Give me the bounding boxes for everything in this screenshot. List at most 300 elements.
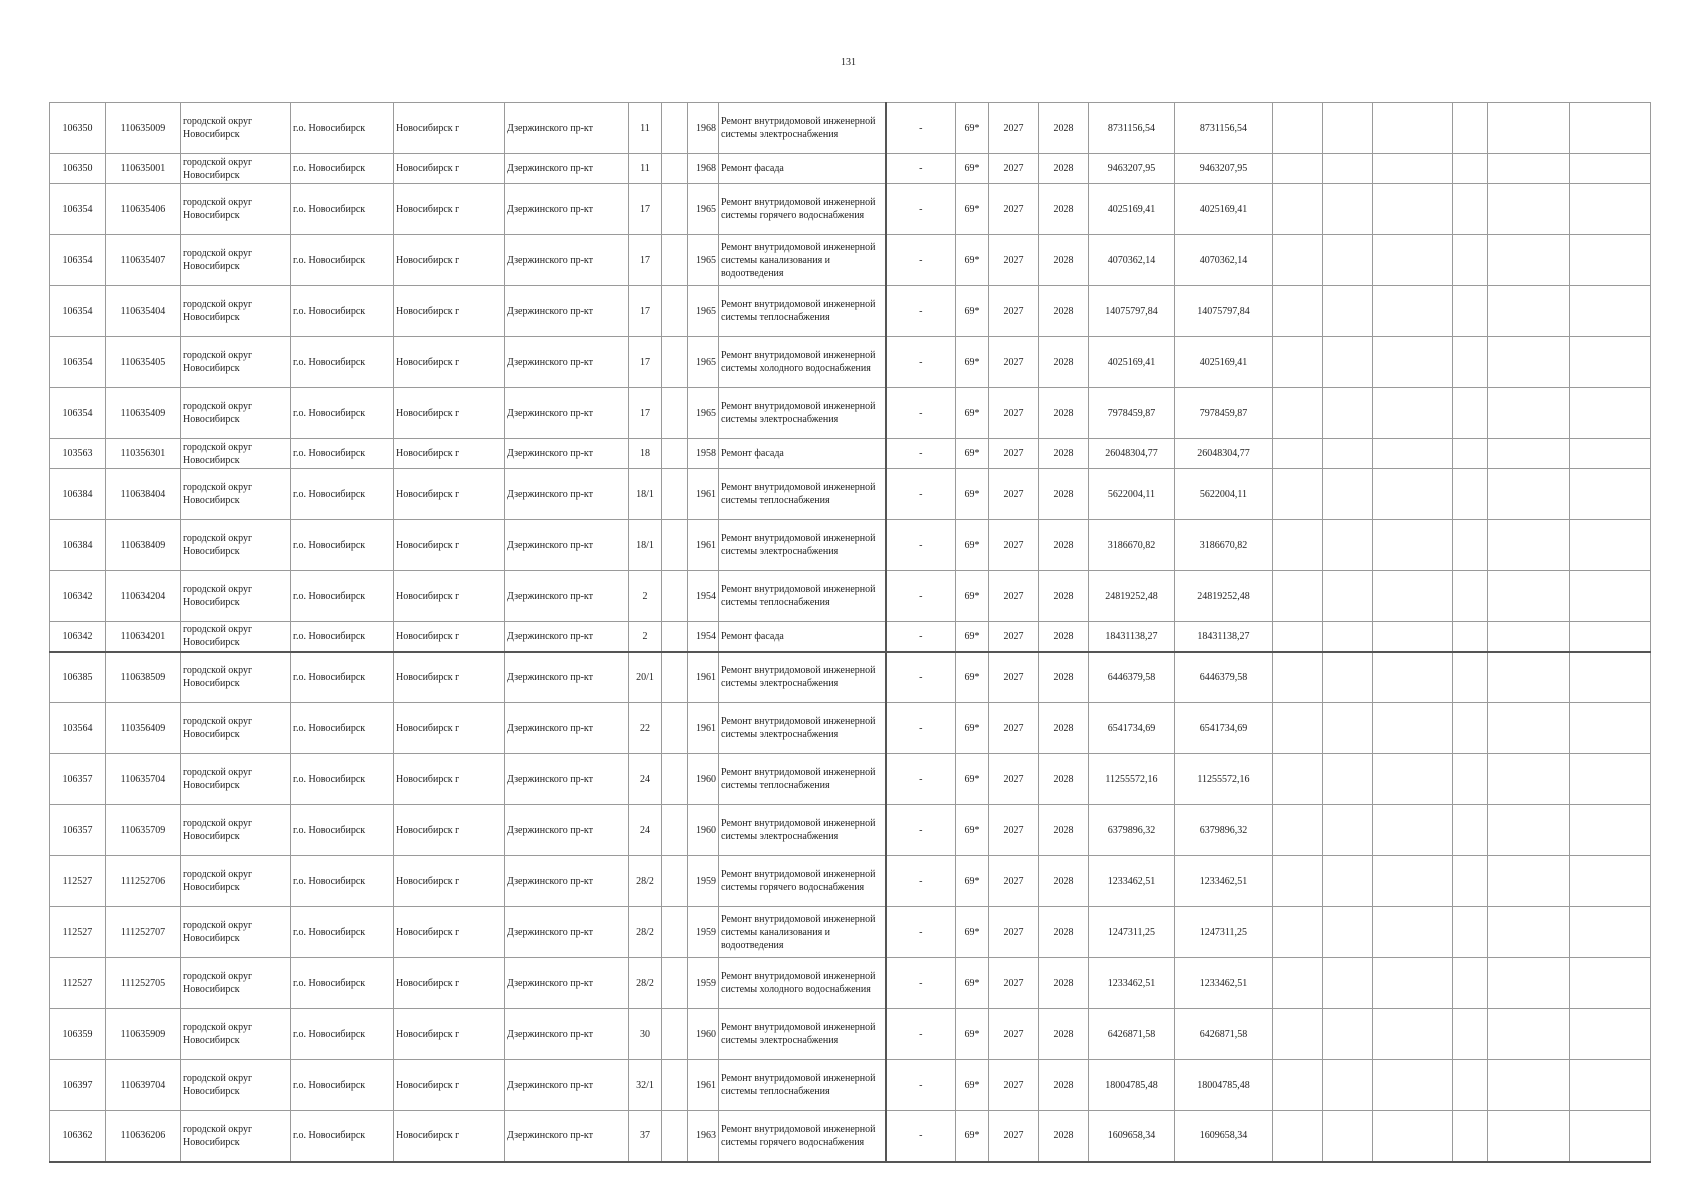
- cell-empty: [1373, 184, 1453, 235]
- cell-empty: [1323, 103, 1373, 154]
- cell-empty: [1570, 571, 1651, 622]
- cell-house: 18/1: [629, 469, 662, 520]
- cell-go: г.о. Новосибирск: [291, 571, 394, 622]
- cell-cost1: 7978459,87: [1089, 388, 1175, 439]
- cell-cost2: 8731156,54: [1175, 103, 1273, 154]
- cell-empty: [1323, 652, 1373, 703]
- cell-cost1: 14075797,84: [1089, 286, 1175, 337]
- cell-y2: 2028: [1039, 286, 1089, 337]
- cell-okrug: городской округ Новосибирск: [181, 703, 291, 754]
- table-row: [50, 571, 1651, 622]
- cell-year: 1960: [688, 754, 719, 805]
- cell-empty: [1453, 907, 1488, 958]
- cell-empty: [1373, 907, 1453, 958]
- cell-norm: 69*: [956, 235, 989, 286]
- cell-city: Новосибирск г: [394, 856, 505, 907]
- cell-empty: [662, 754, 688, 805]
- cell-okrug: городской округ Новосибирск: [181, 439, 291, 469]
- cell-code: 110638404: [106, 469, 181, 520]
- cell-city: Новосибирск г: [394, 388, 505, 439]
- page-number: 131: [841, 57, 856, 68]
- cell-empty: [662, 154, 688, 184]
- cell-code: 111252705: [106, 958, 181, 1009]
- cell-okrug: городской округ Новосибирск: [181, 958, 291, 1009]
- cell-work: Ремонт внутридомовой инженерной системы теплоснабжения: [719, 571, 886, 622]
- cell-work: Ремонт внутридомовой инженерной системы горячего водоснабжения: [719, 856, 886, 907]
- cell-empty: [1570, 337, 1651, 388]
- cell-year: 1954: [688, 622, 719, 652]
- cell-cost1: 9463207,95: [1089, 154, 1175, 184]
- cell-y2: 2028: [1039, 520, 1089, 571]
- cell-cost2: 6379896,32: [1175, 805, 1273, 856]
- cell-empty: [1273, 1111, 1323, 1162]
- cell-go: г.о. Новосибирск: [291, 805, 394, 856]
- cell-empty: [1323, 154, 1373, 184]
- table-row: [50, 652, 1651, 703]
- cell-empty: [1570, 235, 1651, 286]
- cell-code: 110635909: [106, 1009, 181, 1060]
- cell-y1: 2027: [989, 439, 1039, 469]
- cell-y1: 2027: [989, 235, 1039, 286]
- cell-year: 1965: [688, 235, 719, 286]
- cell-dash: -: [886, 286, 956, 337]
- cell-empty: [1373, 622, 1453, 652]
- cell-y1: 2027: [989, 520, 1039, 571]
- cell-year: 1959: [688, 856, 719, 907]
- cell-empty: [1373, 1111, 1453, 1162]
- cell-cost1: 6426871,58: [1089, 1009, 1175, 1060]
- cell-okrug: городской округ Новосибирск: [181, 469, 291, 520]
- cell-empty: [1488, 1111, 1570, 1162]
- cell-empty: [662, 388, 688, 439]
- cell-go: г.о. Новосибирск: [291, 337, 394, 388]
- cell-city: Новосибирск г: [394, 286, 505, 337]
- cell-house: 28/2: [629, 907, 662, 958]
- cell-empty: [1373, 958, 1453, 1009]
- cell-street: Дзержинского пр-кт: [505, 337, 629, 388]
- cell-house: 24: [629, 754, 662, 805]
- cell-street: Дзержинского пр-кт: [505, 286, 629, 337]
- cell-cost1: 3186670,82: [1089, 520, 1175, 571]
- cell-empty: [1453, 439, 1488, 469]
- cell-empty: [1323, 1009, 1373, 1060]
- cell-empty: [662, 286, 688, 337]
- cell-norm: 69*: [956, 103, 989, 154]
- cell-code: 110356409: [106, 703, 181, 754]
- cell-dash: -: [886, 1060, 956, 1111]
- cell-norm: 69*: [956, 856, 989, 907]
- cell-y2: 2028: [1039, 154, 1089, 184]
- cell-empty: [1570, 958, 1651, 1009]
- cell-street: Дзержинского пр-кт: [505, 184, 629, 235]
- cell-street: Дзержинского пр-кт: [505, 754, 629, 805]
- cell-okrug: городской округ Новосибирск: [181, 337, 291, 388]
- cell-empty: [662, 235, 688, 286]
- cell-empty: [1488, 337, 1570, 388]
- cell-empty: [1453, 154, 1488, 184]
- cell-go: г.о. Новосибирск: [291, 184, 394, 235]
- cell-empty: [1373, 805, 1453, 856]
- table-row: [50, 286, 1651, 337]
- cell-id: 106342: [50, 571, 106, 622]
- cell-okrug: городской округ Новосибирск: [181, 184, 291, 235]
- table-row: [50, 337, 1651, 388]
- cell-id: 106342: [50, 622, 106, 652]
- cell-norm: 69*: [956, 754, 989, 805]
- cell-empty: [1570, 520, 1651, 571]
- cell-cost1: 8731156,54: [1089, 103, 1175, 154]
- cell-dash: -: [886, 103, 956, 154]
- cell-y2: 2028: [1039, 571, 1089, 622]
- cell-empty: [662, 1060, 688, 1111]
- cell-dash: -: [886, 1111, 956, 1162]
- cell-okrug: городской округ Новосибирск: [181, 1060, 291, 1111]
- cell-dash: -: [886, 520, 956, 571]
- cell-cost2: 4025169,41: [1175, 337, 1273, 388]
- cell-house: 17: [629, 337, 662, 388]
- cell-work: Ремонт внутридомовой инженерной системы холодного водоснабжения: [719, 337, 886, 388]
- cell-y1: 2027: [989, 805, 1039, 856]
- cell-empty: [662, 571, 688, 622]
- cell-id: 106384: [50, 469, 106, 520]
- cell-y2: 2028: [1039, 337, 1089, 388]
- cell-code: 110635009: [106, 103, 181, 154]
- cell-cost1: 4025169,41: [1089, 337, 1175, 388]
- cell-go: г.о. Новосибирск: [291, 388, 394, 439]
- cell-city: Новосибирск г: [394, 1060, 505, 1111]
- cell-empty: [1323, 439, 1373, 469]
- cell-norm: 69*: [956, 703, 989, 754]
- cell-empty: [1453, 184, 1488, 235]
- cell-y1: 2027: [989, 703, 1039, 754]
- cell-y1: 2027: [989, 1111, 1039, 1162]
- cell-code: 110356301: [106, 439, 181, 469]
- cell-cost2: 4070362,14: [1175, 235, 1273, 286]
- cell-empty: [1273, 571, 1323, 622]
- cell-house: 22: [629, 703, 662, 754]
- cell-y2: 2028: [1039, 907, 1089, 958]
- cell-id: 112527: [50, 958, 106, 1009]
- cell-year: 1965: [688, 337, 719, 388]
- table-row: [50, 1009, 1651, 1060]
- cell-empty: [1488, 520, 1570, 571]
- cell-empty: [1570, 703, 1651, 754]
- cell-go: г.о. Новосибирск: [291, 286, 394, 337]
- cell-dash: -: [886, 571, 956, 622]
- cell-year: 1954: [688, 571, 719, 622]
- cell-empty: [1323, 703, 1373, 754]
- cell-norm: 69*: [956, 805, 989, 856]
- cell-empty: [1488, 571, 1570, 622]
- cell-y1: 2027: [989, 286, 1039, 337]
- cell-empty: [1453, 337, 1488, 388]
- cell-city: Новосибирск г: [394, 439, 505, 469]
- cell-empty: [1453, 235, 1488, 286]
- cell-dash: -: [886, 439, 956, 469]
- cell-work: Ремонт внутридомовой инженерной системы теплоснабжения: [719, 286, 886, 337]
- cell-y2: 2028: [1039, 1009, 1089, 1060]
- cell-empty: [1273, 469, 1323, 520]
- cell-empty: [1273, 856, 1323, 907]
- cell-id: 112527: [50, 856, 106, 907]
- cell-cost1: 26048304,77: [1089, 439, 1175, 469]
- cell-cost2: 5622004,11: [1175, 469, 1273, 520]
- cell-empty: [1488, 184, 1570, 235]
- table-row: [50, 388, 1651, 439]
- cell-city: Новосибирск г: [394, 622, 505, 652]
- cell-y1: 2027: [989, 652, 1039, 703]
- cell-cost2: 18004785,48: [1175, 1060, 1273, 1111]
- cell-cost1: 4070362,14: [1089, 235, 1175, 286]
- cell-okrug: городской округ Новосибирск: [181, 520, 291, 571]
- cell-empty: [1453, 805, 1488, 856]
- cell-empty: [1273, 622, 1323, 652]
- cell-y2: 2028: [1039, 754, 1089, 805]
- cell-house: 17: [629, 286, 662, 337]
- cell-empty: [1273, 103, 1323, 154]
- cell-empty: [1453, 1111, 1488, 1162]
- cell-cost2: 4025169,41: [1175, 184, 1273, 235]
- cell-empty: [1453, 103, 1488, 154]
- cell-empty: [1453, 754, 1488, 805]
- cell-street: Дзержинского пр-кт: [505, 856, 629, 907]
- cell-year: 1961: [688, 703, 719, 754]
- cell-dash: -: [886, 652, 956, 703]
- table-row: [50, 754, 1651, 805]
- cell-cost1: 18431138,27: [1089, 622, 1175, 652]
- cell-go: г.о. Новосибирск: [291, 469, 394, 520]
- cell-id: 106354: [50, 184, 106, 235]
- cell-year: 1968: [688, 154, 719, 184]
- cell-empty: [1323, 520, 1373, 571]
- cell-work: Ремонт фасада: [719, 439, 886, 469]
- cell-house: 30: [629, 1009, 662, 1060]
- cell-work: Ремонт внутридомовой инженерной системы холодного водоснабжения: [719, 958, 886, 1009]
- cell-okrug: городской округ Новосибирск: [181, 1009, 291, 1060]
- cell-house: 17: [629, 388, 662, 439]
- cell-okrug: городской округ Новосибирск: [181, 652, 291, 703]
- cell-go: г.о. Новосибирск: [291, 1009, 394, 1060]
- cell-okrug: городской округ Новосибирск: [181, 286, 291, 337]
- cell-empty: [662, 805, 688, 856]
- cell-norm: 69*: [956, 469, 989, 520]
- cell-empty: [1453, 520, 1488, 571]
- cell-empty: [1373, 1009, 1453, 1060]
- cell-empty: [1488, 958, 1570, 1009]
- cell-empty: [1323, 469, 1373, 520]
- table-row: [50, 235, 1651, 286]
- cell-code: 110639704: [106, 1060, 181, 1111]
- cell-cost2: 26048304,77: [1175, 439, 1273, 469]
- cell-year: 1960: [688, 1009, 719, 1060]
- cell-city: Новосибирск г: [394, 154, 505, 184]
- cell-empty: [1273, 1009, 1323, 1060]
- cell-empty: [1373, 652, 1453, 703]
- cell-cost2: 7978459,87: [1175, 388, 1273, 439]
- cell-work: Ремонт внутридомовой инженерной системы электроснабжения: [719, 652, 886, 703]
- cell-go: г.о. Новосибирск: [291, 907, 394, 958]
- cell-okrug: городской округ Новосибирск: [181, 856, 291, 907]
- table-row: [50, 469, 1651, 520]
- cell-dash: -: [886, 703, 956, 754]
- cell-house: 24: [629, 805, 662, 856]
- cell-empty: [1453, 388, 1488, 439]
- cell-street: Дзержинского пр-кт: [505, 703, 629, 754]
- cell-norm: 69*: [956, 1009, 989, 1060]
- cell-y2: 2028: [1039, 103, 1089, 154]
- cell-empty: [1488, 388, 1570, 439]
- cell-empty: [1488, 439, 1570, 469]
- cell-okrug: городской округ Новосибирск: [181, 622, 291, 652]
- table-row: [50, 184, 1651, 235]
- table-body: [50, 103, 1651, 1162]
- cell-city: Новосибирск г: [394, 1111, 505, 1162]
- cell-norm: 69*: [956, 958, 989, 1009]
- cell-empty: [1273, 154, 1323, 184]
- cell-norm: 69*: [956, 907, 989, 958]
- cell-id: 106350: [50, 154, 106, 184]
- cell-year: 1968: [688, 103, 719, 154]
- cell-empty: [1273, 754, 1323, 805]
- cell-empty: [662, 184, 688, 235]
- cell-empty: [662, 907, 688, 958]
- cell-empty: [1570, 652, 1651, 703]
- cell-y1: 2027: [989, 856, 1039, 907]
- cell-code: 110634201: [106, 622, 181, 652]
- cell-city: Новосибирск г: [394, 958, 505, 1009]
- cell-id: 106384: [50, 520, 106, 571]
- cell-empty: [1570, 154, 1651, 184]
- cell-empty: [1273, 286, 1323, 337]
- cell-id: 112527: [50, 907, 106, 958]
- cell-norm: 69*: [956, 622, 989, 652]
- cell-cost2: 18431138,27: [1175, 622, 1273, 652]
- cell-empty: [1453, 469, 1488, 520]
- cell-house: 37: [629, 1111, 662, 1162]
- cell-city: Новосибирск г: [394, 337, 505, 388]
- cell-city: Новосибирск г: [394, 571, 505, 622]
- cell-city: Новосибирск г: [394, 235, 505, 286]
- cell-empty: [1488, 622, 1570, 652]
- cell-house: 28/2: [629, 856, 662, 907]
- cell-y1: 2027: [989, 622, 1039, 652]
- cell-code: 110635704: [106, 754, 181, 805]
- cell-cost2: 6541734,69: [1175, 703, 1273, 754]
- table-row: [50, 856, 1651, 907]
- cell-empty: [1488, 703, 1570, 754]
- cell-empty: [1453, 1009, 1488, 1060]
- cell-y1: 2027: [989, 103, 1039, 154]
- cell-y1: 2027: [989, 469, 1039, 520]
- cell-dash: -: [886, 184, 956, 235]
- cell-street: Дзержинского пр-кт: [505, 235, 629, 286]
- cell-y2: 2028: [1039, 469, 1089, 520]
- cell-house: 2: [629, 571, 662, 622]
- cell-cost2: 24819252,48: [1175, 571, 1273, 622]
- cell-okrug: городской округ Новосибирск: [181, 907, 291, 958]
- cell-house: 11: [629, 103, 662, 154]
- cell-empty: [1373, 103, 1453, 154]
- cell-work: Ремонт внутридомовой инженерной системы электроснабжения: [719, 103, 886, 154]
- cell-y2: 2028: [1039, 1111, 1089, 1162]
- cell-y2: 2028: [1039, 622, 1089, 652]
- cell-work: Ремонт внутридомовой инженерной системы теплоснабжения: [719, 1060, 886, 1111]
- cell-okrug: городской округ Новосибирск: [181, 754, 291, 805]
- cell-cost2: 1233462,51: [1175, 856, 1273, 907]
- cell-empty: [1453, 652, 1488, 703]
- cell-id: 106385: [50, 652, 106, 703]
- cell-empty: [1373, 388, 1453, 439]
- cell-norm: 69*: [956, 154, 989, 184]
- cell-empty: [662, 520, 688, 571]
- cell-go: г.о. Новосибирск: [291, 652, 394, 703]
- cell-empty: [1488, 469, 1570, 520]
- cell-empty: [1373, 520, 1453, 571]
- cell-dash: -: [886, 337, 956, 388]
- cell-city: Новосибирск г: [394, 520, 505, 571]
- cell-go: г.о. Новосибирск: [291, 154, 394, 184]
- cell-okrug: городской округ Новосибирск: [181, 805, 291, 856]
- cell-id: 106357: [50, 754, 106, 805]
- cell-empty: [662, 1111, 688, 1162]
- cell-empty: [1373, 154, 1453, 184]
- cell-house: 18/1: [629, 520, 662, 571]
- cell-y2: 2028: [1039, 235, 1089, 286]
- cell-empty: [1323, 754, 1373, 805]
- cell-empty: [1273, 1060, 1323, 1111]
- cell-id: 103563: [50, 439, 106, 469]
- cell-id: 103564: [50, 703, 106, 754]
- cell-y1: 2027: [989, 907, 1039, 958]
- cell-go: г.о. Новосибирск: [291, 103, 394, 154]
- cell-code: 110635404: [106, 286, 181, 337]
- cell-y1: 2027: [989, 337, 1039, 388]
- cell-house: 17: [629, 184, 662, 235]
- cell-dash: -: [886, 469, 956, 520]
- cell-norm: 69*: [956, 439, 989, 469]
- cell-street: Дзержинского пр-кт: [505, 622, 629, 652]
- cell-empty: [1323, 805, 1373, 856]
- cell-empty: [1273, 388, 1323, 439]
- cell-empty: [1323, 1060, 1373, 1111]
- cell-street: Дзержинского пр-кт: [505, 805, 629, 856]
- cell-y1: 2027: [989, 754, 1039, 805]
- cell-street: Дзержинского пр-кт: [505, 469, 629, 520]
- cell-cost2: 1247311,25: [1175, 907, 1273, 958]
- cell-street: Дзержинского пр-кт: [505, 652, 629, 703]
- cell-empty: [1323, 337, 1373, 388]
- cell-empty: [1570, 1060, 1651, 1111]
- cell-code: 110638409: [106, 520, 181, 571]
- cell-empty: [1488, 154, 1570, 184]
- cell-year: 1959: [688, 958, 719, 1009]
- cell-house: 17: [629, 235, 662, 286]
- cell-house: 18: [629, 439, 662, 469]
- cell-empty: [1570, 103, 1651, 154]
- cell-cost1: 5622004,11: [1089, 469, 1175, 520]
- cell-empty: [1373, 337, 1453, 388]
- cell-y2: 2028: [1039, 1060, 1089, 1111]
- cell-street: Дзержинского пр-кт: [505, 1111, 629, 1162]
- cell-code: 110635409: [106, 388, 181, 439]
- cell-cost2: 1233462,51: [1175, 958, 1273, 1009]
- cell-empty: [1453, 958, 1488, 1009]
- cell-empty: [1273, 520, 1323, 571]
- cell-y1: 2027: [989, 154, 1039, 184]
- cell-street: Дзержинского пр-кт: [505, 1060, 629, 1111]
- cell-house: 28/2: [629, 958, 662, 1009]
- cell-empty: [1323, 388, 1373, 439]
